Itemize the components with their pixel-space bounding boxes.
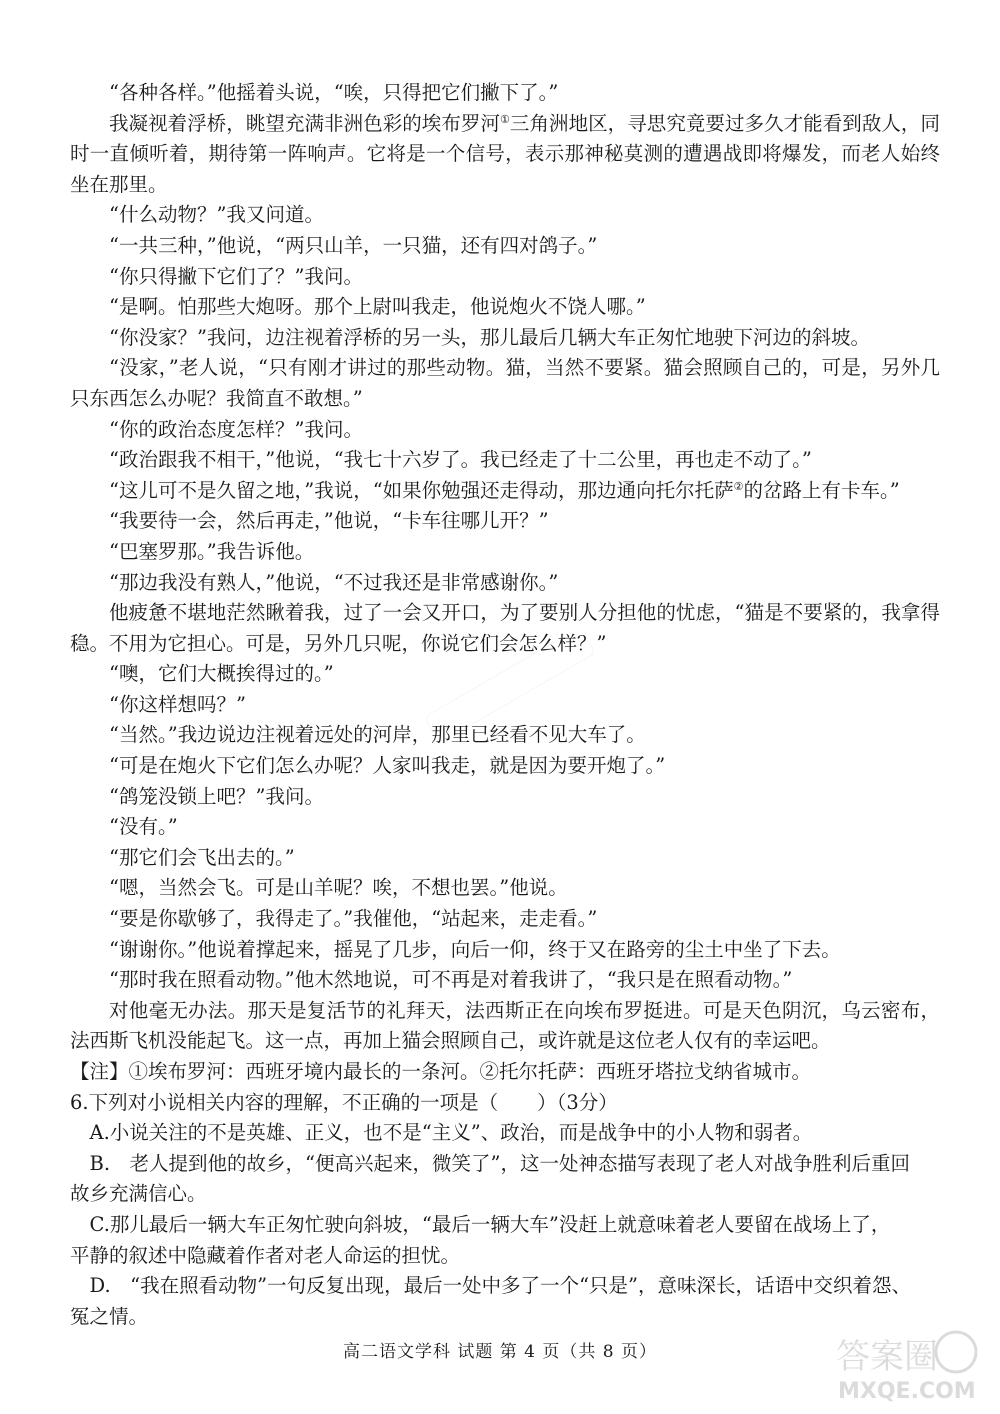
paragraph-8: “没家，”老人说，“只有刚才讲过的那些动物。猫，当然不要紧。猫会照顾自己的，可是，另外几只东西怎么办呢？我简直不敢想。” — [70, 356, 940, 410]
footnote-text: 【注】①埃布罗河：西班牙境内最长的一条河。②托尔托萨：西班牙塔拉戈纳省城市。 — [70, 1060, 812, 1083]
footnote-mark-2: ② — [733, 479, 744, 493]
paragraph-13: “巴塞罗那。”我告诉他。 — [109, 539, 315, 563]
paragraph-11: “这儿可不是久留之地，”我说，“如果你勉强还走得动，那边通向托尔托萨②的岔路上有卡车。” — [109, 478, 900, 502]
option-b: B. 老人提到他的故乡，“便高兴起来，微笑了”，这一处神态描写表现了老人对战争胜利后重回 — [89, 1151, 910, 1175]
paragraph-1: “各种各样。”他摇着头说，“唉，只得把它们撇下了。” — [109, 81, 559, 104]
option-c: C.那儿最后一辆大车正匆忙驶向斜坡，“最后一辆大车”没赶上就意味着老人要留在战场上了， — [89, 1212, 891, 1236]
site-watermark-logo — [832, 1326, 982, 1404]
paragraph-21: “没有。” — [109, 815, 178, 839]
paragraph-26: “那时我在照看动物。”他木然地说，可不再是对着我讲了，“我只是在照看动物。” — [109, 968, 793, 992]
paragraph-10: “政治跟我不相干，”他说，“我七十六岁了。我已经走了十二公里，再也走不动了。” — [109, 448, 812, 472]
faint-background-watermark — [400, 640, 620, 730]
watermark-url-text: MXQE.COM — [838, 1379, 976, 1404]
paragraph-22: “那它们会飞出去的。” — [109, 845, 295, 869]
watermark-logo-text: 答案圈 — [836, 1337, 938, 1377]
paragraph-12: “我要待一会，然后再走，”他说，“卡车往哪儿开？” — [109, 509, 549, 533]
page-footer: 高二语文学科 试题 第 4 页（共 8 页） — [342, 1342, 658, 1362]
paragraph-25: “谢谢你。”他说着撑起来，摇晃了几步，向后一仰，终于又在路旁的尘土中坐了下去。 — [109, 937, 841, 961]
paragraph-7: “你没家？”我问，边注视着浮桥的另一头，那儿最后几辆大车正匆忙地驶下河边的斜坡。 — [109, 325, 870, 349]
paragraph-20: “鸽笼没锁上吧？”我问。 — [109, 784, 324, 808]
paragraph-2: 我凝视着浮桥，眺望充满非洲色彩的埃布罗河①三角洲地区，寻思究竟要过多久才能看到敌人，同时一直倾听着，期待第一阵响声。它将是一个信号，表示那神秘莫测的遭遇战即将爆发，而老人始终坐在那里。 — [70, 111, 940, 196]
paragraph-18: “当然。”我边说边注视着远处的河岸，那里已经看不见大车了。 — [109, 723, 646, 747]
paragraph-17: “你这样想吗？” — [109, 692, 246, 716]
option-d: D. “我在照看动物”一句反复出现，最后一处中多了一个“只是”，意味深长，话语中交织着怨、 — [89, 1274, 912, 1298]
paragraph-5: “你只得撇下它们了？”我问。 — [109, 264, 363, 288]
paragraph-16: “噢，它们大概挨得过的。” — [109, 662, 334, 686]
paragraph-23: “嗯，当然会飞。可是山羊呢？唉，不想也罢。”他说。 — [109, 876, 568, 900]
paragraph-24: “要是你歇够了，我得走了。”我催他，“站起来，走走看。” — [109, 907, 598, 931]
footnote-mark-1: ① — [500, 112, 510, 126]
paragraph-3: “什么动物？”我又问道。 — [109, 203, 324, 227]
paragraph-15: 他疲惫不堪地茫然瞅着我，过了一会又开口，为了要别人分担他的忧虑，“猫是不要紧的，我拿得稳。不用为它担心。可是，另外几只呢，你说它们会怎么样？” — [70, 601, 940, 655]
option-c-continued: 平静的叙述中隐藏着作者对老人命运的担忧。 — [70, 1243, 461, 1267]
option-d-continued: 冤之情。 — [70, 1304, 149, 1328]
option-b-continued: 故乡充满信心。 — [70, 1182, 207, 1206]
option-a: A.小说关注的不是英雄、正义，也不是“主义”、政治，而是战争中的小人物和弱者。 — [89, 1121, 813, 1145]
paragraph-4: “一共三种，”他说，“两只山羊，一只猫，还有四对鸽子。” — [109, 233, 598, 257]
paragraph-6: “是啊。怕那些大炮呀。那个上尉叫我走，他说炮火不饶人哪。” — [109, 295, 646, 319]
paragraph-9: “你的政治态度怎样？”我问。 — [109, 417, 363, 441]
paragraph-19: “可是在炮火下它们怎么办呢？人家叫我走，就是因为要开炮了。” — [109, 754, 666, 778]
question-stem: 6.下列对小说相关内容的理解，不正确的一项是（ ）（3分） — [70, 1090, 618, 1114]
paragraph-14: “那边我没有熟人，”他说，“不过我还是非常感谢你。” — [109, 570, 559, 594]
paragraph-27: 对他毫无办法。那天是复活节的礼拜天，法西斯正在向埃布罗挺进。可是天色阴沉，乌云密布，法西斯飞机没能起飞。这一点，再加上猫会照顾自己，或许就是这位老人仅有的幸运吧。 — [70, 998, 940, 1053]
